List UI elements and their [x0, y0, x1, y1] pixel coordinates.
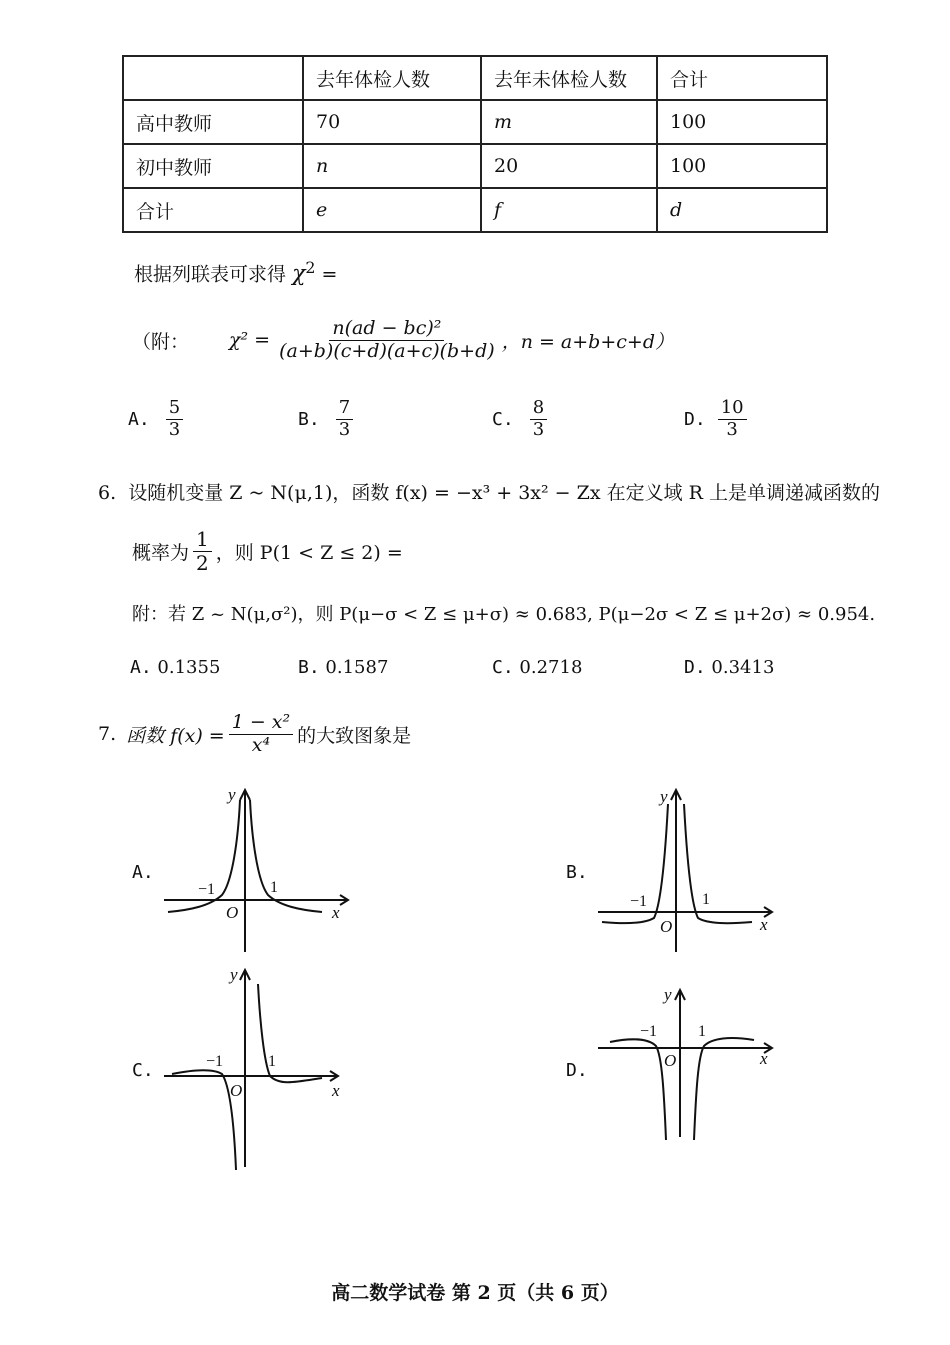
table-row: [123, 144, 827, 188]
curve-right: [250, 800, 322, 912]
q7-stem: [98, 712, 411, 757]
option-label: A.: [130, 657, 152, 678]
tick-neg-one: −1: [206, 1053, 224, 1070]
table-cell: e: [303, 188, 481, 232]
option-label: C.: [492, 408, 514, 430]
table-header-row: [123, 56, 827, 100]
option-value: 0.1355: [157, 657, 221, 678]
half-fraction: [193, 528, 212, 575]
graph-label-b[interactable]: B.: [566, 862, 588, 883]
formula-lhs: χ² =: [229, 329, 271, 352]
curve-right: [694, 1038, 754, 1140]
chi-square-formula: [132, 318, 674, 363]
tick-neg-one: −1: [198, 881, 216, 898]
frac-num: 1 − x²: [229, 712, 293, 735]
tick-pos-one: 1: [702, 891, 710, 908]
frac-num: 10: [718, 398, 747, 420]
frac-num: 5: [166, 398, 183, 420]
axis-y-label: y: [664, 985, 672, 1004]
frac-num: 1: [193, 528, 212, 552]
tick-neg-one: −1: [640, 1023, 658, 1040]
origin-label: O: [226, 903, 239, 922]
graph-b[interactable]: [594, 782, 784, 957]
contingency-table: [122, 55, 828, 233]
option-label: D.: [684, 657, 706, 678]
chi-symbol: χ: [292, 261, 306, 287]
origin-label: O: [660, 917, 673, 936]
tick-pos-one: 1: [268, 1053, 276, 1070]
chi-equals: =: [321, 263, 338, 286]
q6-option-c[interactable]: [492, 657, 582, 678]
question-number: 7.: [98, 723, 117, 746]
table-cell: 70: [303, 100, 481, 144]
table-cell: 20: [481, 144, 657, 188]
graph-c[interactable]: [160, 962, 360, 1177]
q5-stem: [134, 258, 337, 286]
axis-x-label: x: [332, 903, 340, 922]
frac-num: 8: [530, 398, 547, 420]
option-fraction: [166, 398, 183, 440]
option-label: C.: [492, 657, 514, 678]
chi-power: 2: [305, 258, 316, 277]
axis-x-label: x: [760, 915, 768, 934]
option-value: 0.3413: [711, 657, 775, 678]
frac-den: 3: [532, 418, 545, 440]
graph-label-c[interactable]: C.: [132, 1060, 154, 1081]
frac-num: 7: [336, 398, 353, 420]
tick-pos-one: 1: [698, 1023, 706, 1040]
table-cell: 高中教师: [123, 100, 303, 144]
q5-option-b[interactable]: [298, 398, 353, 440]
table-cell: 去年体检人数: [303, 56, 481, 100]
graph-label-a[interactable]: A.: [132, 862, 154, 883]
q7-post: 的大致图象是: [297, 724, 412, 747]
option-value: 0.2718: [519, 657, 583, 678]
origin-label: O: [230, 1081, 243, 1100]
option-fraction: [718, 398, 747, 440]
q5-option-d[interactable]: [684, 398, 747, 440]
option-fraction: [336, 398, 353, 440]
q7-fraction: [229, 712, 293, 757]
table-row: [123, 100, 827, 144]
graph-d[interactable]: [594, 982, 784, 1147]
q6-line2: [132, 528, 403, 575]
page-footer: 高二数学试卷 第 2 页（共 6 页）: [331, 1282, 619, 1304]
graph-label-d[interactable]: D.: [566, 1060, 588, 1081]
q5-option-a[interactable]: [128, 398, 183, 440]
table-cell: 100: [657, 100, 827, 144]
table-cell: n: [303, 144, 481, 188]
option-value: 0.1587: [325, 657, 389, 678]
q7-pre: 函数 f(x) =: [126, 724, 225, 747]
graph-a[interactable]: [160, 782, 360, 957]
origin-label: O: [664, 1051, 677, 1070]
q6-line3: 附：若 Z ~ N(μ,σ²)，则 P(μ−σ < Z ≤ μ+σ) ≈ 0.683, P(μ−2σ < Z ≤ μ+2σ) ≈ 0.954.: [132, 604, 876, 625]
tick-pos-one: 1: [270, 879, 278, 896]
table-cell: [123, 56, 303, 100]
option-label: A.: [128, 408, 150, 430]
table-cell: d: [657, 188, 827, 232]
formula-fraction: [276, 318, 498, 363]
question-number: 6.: [98, 482, 117, 504]
frac-den: x⁴: [251, 733, 271, 756]
q6-option-a[interactable]: [130, 657, 220, 678]
axis-y-label: y: [228, 785, 236, 804]
q6-option-b[interactable]: [298, 657, 388, 678]
option-fraction: [530, 398, 547, 440]
frac-den: 2: [196, 551, 209, 575]
formula-denominator: (a+b)(c+d)(a+c)(b+d): [279, 339, 495, 362]
table-cell: 合计: [123, 188, 303, 232]
table-row: [123, 188, 827, 232]
frac-den: 3: [168, 418, 181, 440]
frac-den: 3: [338, 418, 351, 440]
curve-left: [610, 1039, 666, 1140]
tick-neg-one: −1: [630, 893, 648, 910]
q6-line1: [98, 478, 880, 505]
option-label: B.: [298, 408, 320, 430]
q6-pre: 概率为: [132, 542, 190, 564]
q6-post: ，则 P(1 < Z ≤ 2) =: [215, 542, 403, 564]
q6-text: 设随机变量 Z ~ N(μ,1)，函数 f(x) = −x³ + 3x² − Zx 在定义域 R 上是单调递减函数的: [128, 482, 880, 504]
table-cell: f: [481, 188, 657, 232]
formula-numerator: n(ad − bc)²: [329, 318, 444, 341]
axis-y-label: y: [660, 787, 668, 806]
option-label: D.: [684, 408, 706, 430]
table-cell: 100: [657, 144, 827, 188]
table-cell: 初中教师: [123, 144, 303, 188]
curve-left: [172, 1070, 236, 1170]
table-cell: m: [481, 100, 657, 144]
q5-option-c[interactable]: [492, 398, 547, 440]
axis-x-label: x: [332, 1081, 340, 1100]
curve-right: [684, 804, 752, 923]
q5-stem-text: 根据列联表可求得: [134, 263, 287, 286]
axis-x-label: x: [760, 1049, 768, 1068]
note-tail: ，n = a+b+c+d）: [501, 330, 674, 353]
option-label: B.: [298, 657, 320, 678]
note-open: （附：: [132, 330, 190, 353]
table-cell: 去年未体检人数: [481, 56, 657, 100]
table-cell: 合计: [657, 56, 827, 100]
axis-y-label: y: [230, 965, 238, 984]
q6-option-d[interactable]: [684, 657, 774, 678]
frac-den: 3: [726, 418, 738, 440]
